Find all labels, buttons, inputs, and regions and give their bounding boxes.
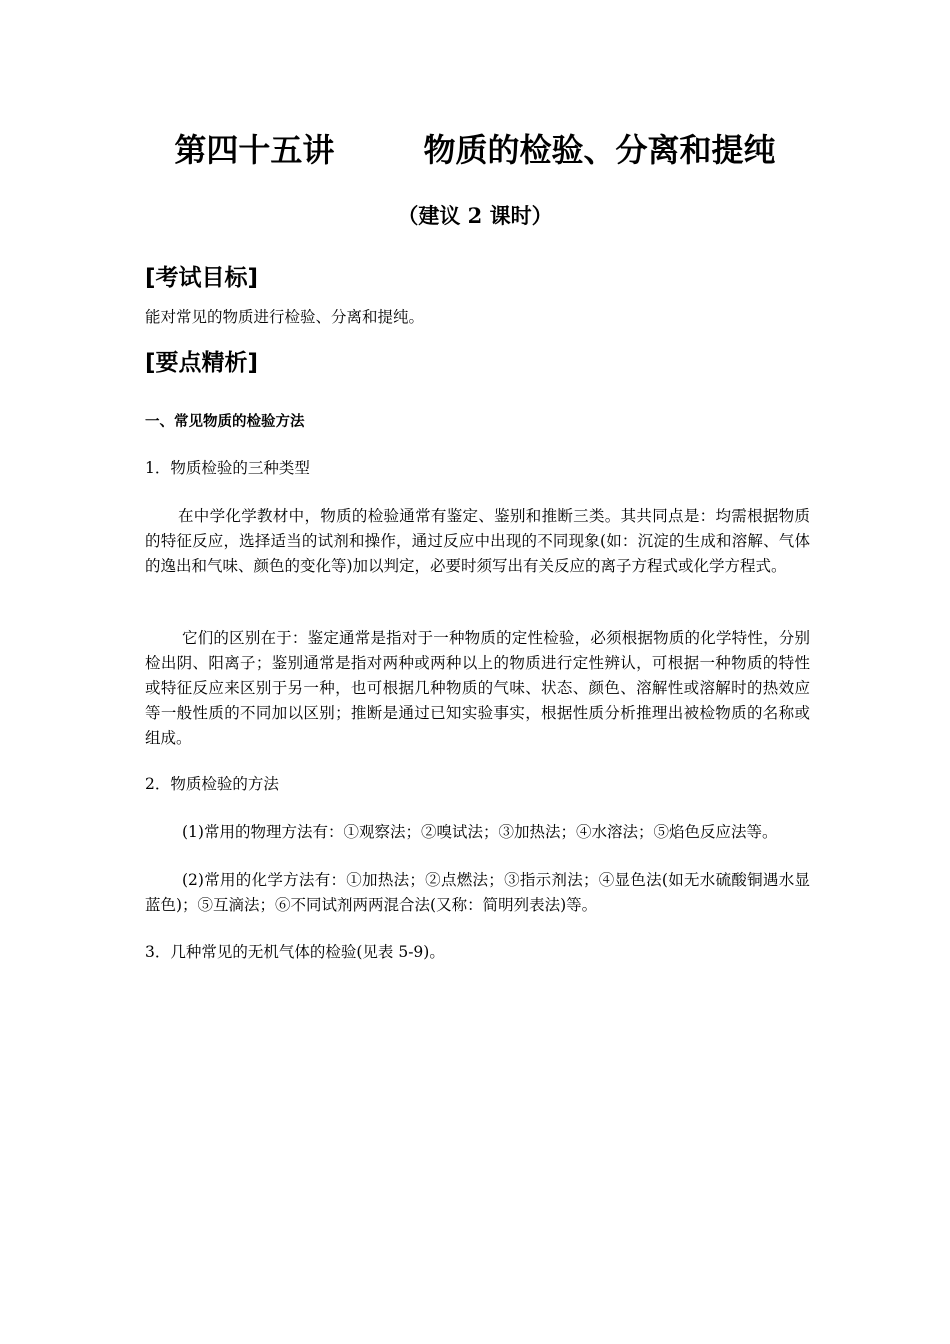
exam-goal-text: 能对常见的物质进行检验、分离和提纯。 xyxy=(145,308,425,326)
page-title: 第四十五讲 物质的检验、分离和提纯 xyxy=(174,131,776,169)
item1-paragraph-2: 它们的区别在于：鉴定通常是指对于一种物质的定性检验，必须根据物质的化学特性，分别检出阴、阳离子；鉴别通常是指对两种或两种以上的物质进行定性辨认，可根据一种物质的特性或特征反应来区别于另一种，也可根据几种物质的气味、状态、颜色、溶解性或溶解时的热效应等一般性质的不同加以区别；推断是通过已知实验事实，根据性质分析推理出被检物质的名称或组成。 xyxy=(145,629,810,747)
item2-paragraph-1: (1)常用的物理方法有：①观察法；②嗅试法；③加热法；④水溶法；⑤焰色反应法等。 xyxy=(182,823,778,841)
item3-heading: 3．几种常见的无机气体的检验(见表 5-9)。 xyxy=(145,943,445,961)
item2-heading: 2．物质检验的方法 xyxy=(145,775,279,793)
key-points-heading: [要点精析] xyxy=(145,350,259,376)
item1-heading: 1．物质检验的三种类型 xyxy=(145,459,310,477)
item1-paragraph-1: 在中学化学教材中，物质的检验通常有鉴定、鉴别和推断三类。其共同点是：均需根据物质的特征反应，选择适当的试剂和操作，通过反应中出现的不同现象(如：沉淀的生成和溶解、气体的逸出和气味、颜色的变化等)加以判定，必要时须写出有关反应的离子方程式或化学方程式。 xyxy=(145,507,810,575)
exam-goal-heading: [考试目标] xyxy=(145,265,259,291)
page-subtitle: （建议 2 课时） xyxy=(397,203,553,228)
part1-heading: 一、常见物质的检验方法 xyxy=(145,414,305,430)
item2-paragraph-2: (2)常用的化学方法有：①加热法；②点燃法；③指示剂法；④显色法(如无水硫酸铜遇水显蓝色)；⑤互滴法；⑥不同试剂两两混合法(又称：简明列表法)等。 xyxy=(145,871,810,914)
